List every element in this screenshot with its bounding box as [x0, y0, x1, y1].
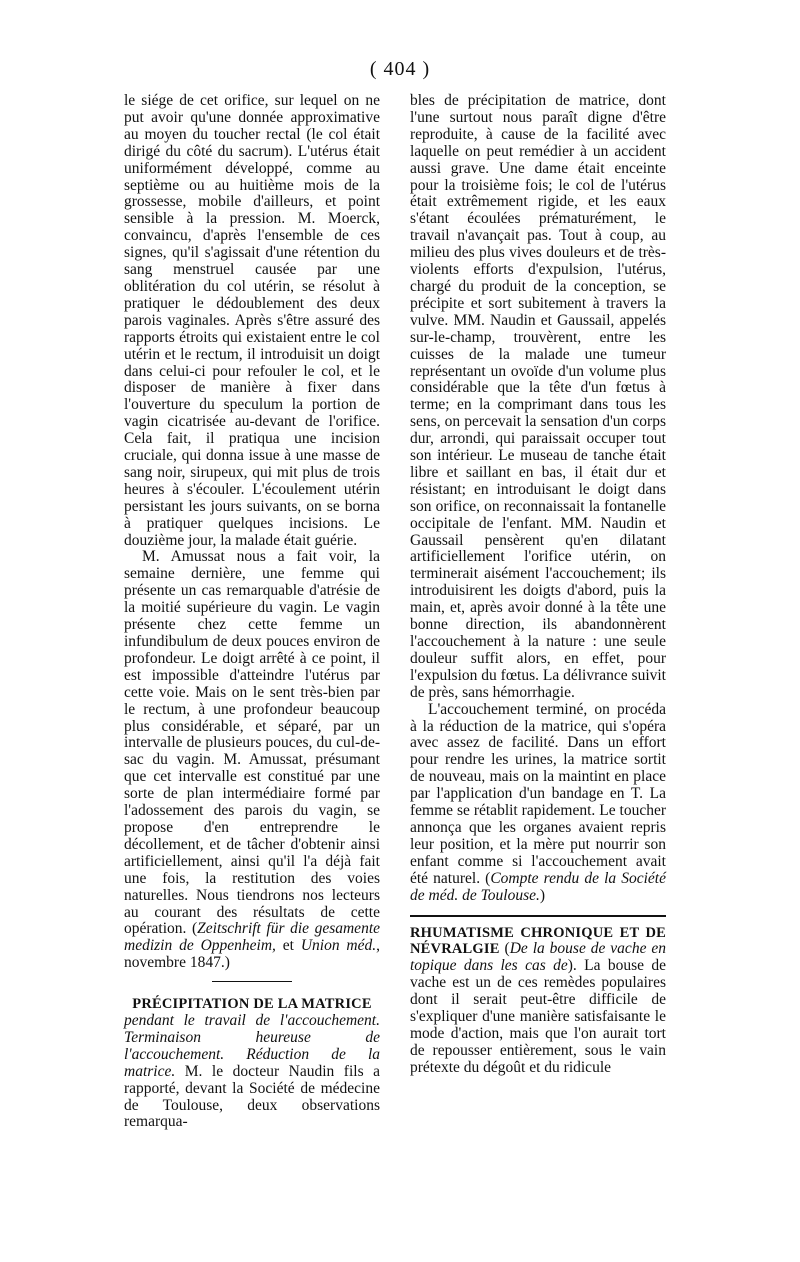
left-paragraph-1: le siége de cet orifice, sur lequel on ne put avoir qu'une donnée approximative au moyen du toucher rectal (le col était dirigé du côté du sacrum). L'utérus était uniformément développé, comme au septième ou au huitième mois de la grossesse, mobile d'ailleurs, et point sensible à la pression. M. Moerck, convaincu, d'après l'ensemble de ces signes, qu'il s'agissait d'une rétention du sang menstruel causée par une oblitération du col utérin, se résolut à pratiquer le dédoublement des deux parois vaginales. Après s'être assuré des rapports étroits qui existaient entre le col utérin et le rectum, il introduisit un doigt dans celui-ci pour refouler le col, et le disposer de manière à fixer dans l'ouverture du speculum la portion de vagin cicatrisée au-devant de l'orifice. Cela fait, il pratiqua une incision cruciale, qui donna issue à une masse de sang noir, sirupeux, qui mit plus de trois heures à s'écouler. L'écoulement utérin persistant les jours suivants, on se borna à pratiquer quelques incisions. Le douzième jour, la malade était guérie. — [124, 92, 380, 549]
left-paragraph-2 — [124, 549, 380, 972]
right-column — [410, 93, 666, 1077]
right-paragraph-3-text: ). La bouse de vache est un de ces remèdes populaires dont il serait peut-être difficile de s'expliquer d'une manière satisfaisante le mode d'action, mais que l'on aurait tort de repousser entièrement, sous le vain prétexte du dégoût et du ridicule — [410, 957, 666, 1076]
right-paragraph-1: bles de précipitation de matrice, dont l'une surtout nous paraît digne d'être reproduite, à cause de la facilité avec laquelle on peut remédier à un accident aussi grave. Une dame était enceinte pour la troisième fois; le col de l'utérus était extrêmement rigide, et les eaux s'étant écoulées prématurément, le travail n'avançait pas. Tout à coup, au milieu des plus vives douleurs et de très-violents efforts d'expulsion, l'utérus, chargé du produit de la conception, se précipite et sort subitement à travers la vulve. MM. Naudin et Gaussail, appelés sur-le-champ, trouvèrent, entre les cuisses de la malade une tumeur représentant un ovoïde d'un volume plus considérable que la tête d'un fœtus à terme; en la comprimant dans tous les sens, on percevait la sensation d'un corps dur, arrondi, qui paraissait occuper tout son intérieur. Le museau de tanche était libre et saillant en bas, il était dur et résistant; en introduisant le doigt dans son orifice, on reconnaissait la fontanelle occipitale de l'enfant. MM. Naudin et Gaussail pensèrent qu'en dilatant artificiellement l'orifice utérin, on terminerait aisément l'accouchement; ils introduisirent les doigts d'abord, puis la main, et, après avoir donné à la tête une bonne direction, ils abandonnèrent l'accouchement à la nature : une seule douleur suffit alors, en effet, pour l'expulsion du fœtus. La délivrance suivit de près, sans hémorrhagie. — [410, 92, 666, 701]
source-citation-2: Union méd. — [300, 937, 377, 955]
paren-open: ( — [499, 940, 510, 958]
left-paragraph-2-and: et — [275, 937, 301, 955]
left-column — [124, 93, 380, 1131]
left-paragraph-2-end: , novembre 1847.) — [124, 937, 380, 972]
right-paragraph-2-text: L'accouchement terminé, on procéda à la réduction de la matrice, qui s'opéra avec assez de facilité. Dans un effort pour rendre les urines, la matrice sortit de nouveau, mais on la maintint en place par l'application d'un bandage en T. La femme se rétablit rapidement. Le toucher annonça que les organes avaient repris leur position, et la mère put nourrir son enfant comme si l'accouchement avait été naturel. ( — [410, 700, 666, 887]
source-citation: Zeitschrift für die gesamente medizin de Oppenheim, — [124, 920, 380, 955]
right-paragraph-2-end: ) — [539, 886, 546, 904]
section-heading-rhumatisme: RHUMATISME CHRONIQUE ET DE NÉVRALGIE — [410, 924, 666, 958]
left-paragraph-3-text: M. le docteur Naudin fils a rapporté, devant la Société de médecine de Toulouse, deux observations remarqua- — [124, 1062, 380, 1131]
right-paragraph-3 — [410, 925, 666, 1077]
right-paragraph-2 — [410, 702, 666, 905]
left-paragraph-3 — [124, 1013, 380, 1131]
source-citation-toulouse: Compte rendu de la Société de méd. de Toulouse. — [410, 869, 666, 904]
heading-subtitle: pendant le travail de l'accouchement. Terminaison heureuse de l'accouchement. Réduction de la matrice. — [124, 1012, 380, 1080]
separator-rule — [212, 981, 292, 982]
section-heading-precipitation: PRÉCIPITATION DE LA MATRICE — [132, 996, 372, 1013]
heading-subtitle-rhumatisme: De la bouse de vache en topique dans les cas de — [410, 940, 666, 975]
page-number: ( 404 ) — [369, 58, 431, 80]
separator-rule-thick — [410, 915, 666, 917]
left-paragraph-2-text: M. Amussat nous a fait voir, la semaine dernière, une femme qui présente un cas remarquable d'atrésie de la moitié supérieure du vagin. Le vagin présente chez cette femme un infundibulum de deux pouces environ de profondeur. Le doigt arrêté à ce point, il est impossible d'atteindre l'utérus par cette voie. Mais on le sent très-bien par le rectum, à une profondeur beaucoup plus considérable, et séparé, par un intervalle de plusieurs pouces, du cul-de-sac du vagin. M. Amussat, présumant que cet intervalle est constitué par une sorte de plan intermédiaire formé par l'adossement des parois du vagin, se propose d'en entreprendre le décollement, et de tâcher d'obtenir ainsi artificiellement, ainsi qu'il l'a déjà fait une fois, la restitution des voies naturelles. Nous tiendrons nos lecteurs au courant des résultats de cette opération. ( — [124, 548, 380, 938]
